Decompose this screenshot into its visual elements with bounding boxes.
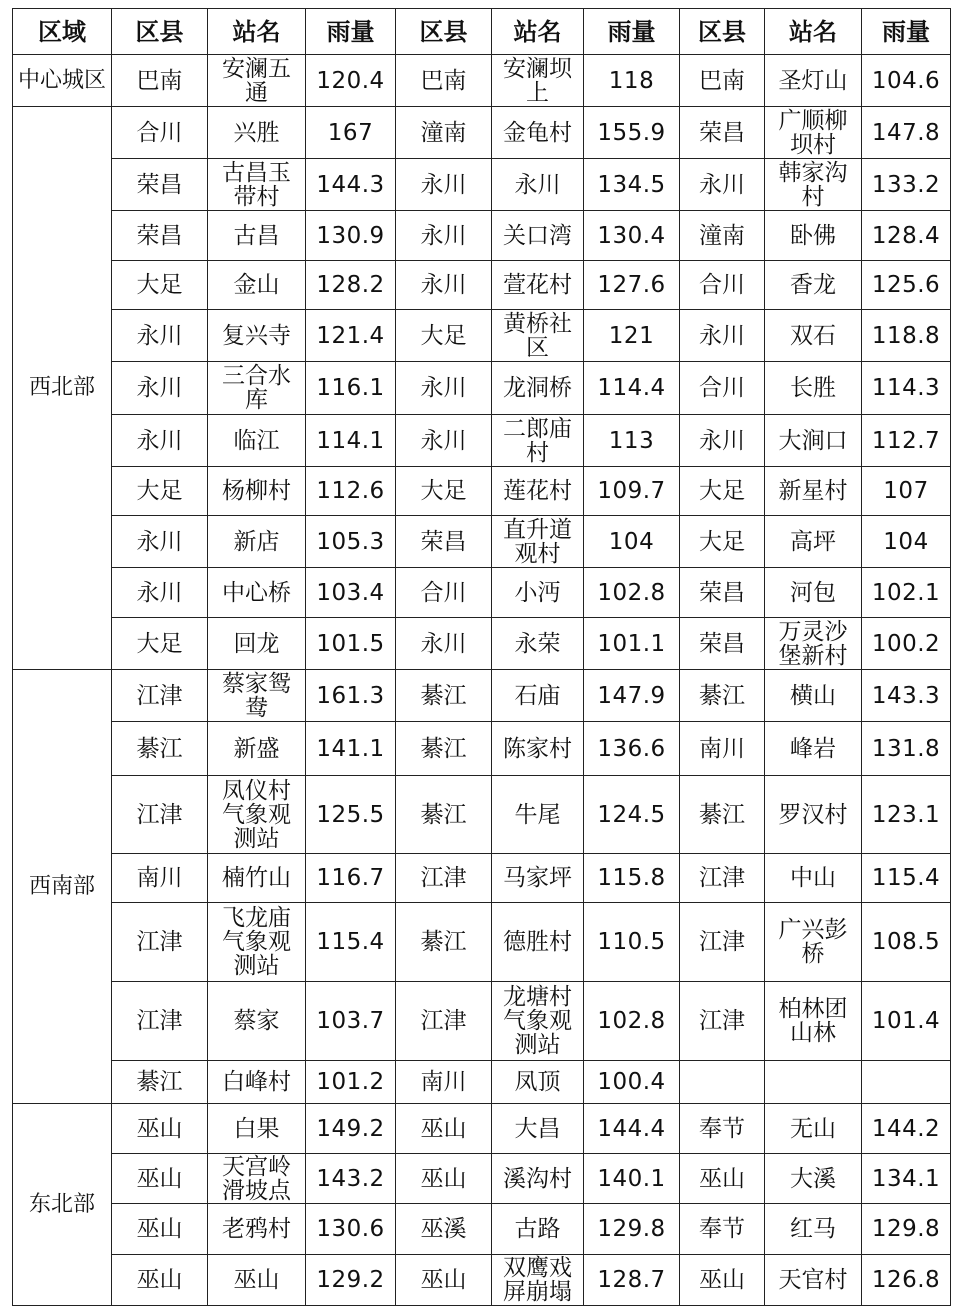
station-3-cell: 广兴彭桥 <box>765 903 862 982</box>
table-row <box>13 55 951 107</box>
county-2-cell: 巫山 <box>396 1255 492 1306</box>
station-3-cell: 万灵沙堡新村 <box>765 618 862 670</box>
rainfall-2-cell: 115.8 <box>584 854 680 903</box>
station-1-cell: 金山 <box>208 261 306 310</box>
county-1-cell: 大足 <box>112 618 208 670</box>
station-2-cell: 龙洞桥 <box>492 362 584 415</box>
station-1-cell: 杨柳村 <box>208 467 306 516</box>
station-2-cell: 永川 <box>492 159 584 211</box>
rainfall-2-cell: 124.5 <box>584 776 680 854</box>
county-3-cell: 大足 <box>680 467 765 516</box>
station-3-cell: 新星村 <box>765 467 862 516</box>
table-row <box>13 1204 951 1255</box>
county-1-cell: 巫山 <box>112 1204 208 1255</box>
station-2-cell: 牛尾 <box>492 776 584 854</box>
header-rainfall-2: 雨量 <box>584 9 680 55</box>
station-1-cell: 安澜五通 <box>208 55 306 107</box>
station-1-cell: 复兴寺 <box>208 310 306 362</box>
table-row <box>13 211 951 261</box>
region-cell: 西南部 <box>13 670 112 1104</box>
rainfall-3-cell: 118.8 <box>862 310 951 362</box>
rainfall-2-cell: 101.1 <box>584 618 680 670</box>
rainfall-3-cell: 123.1 <box>862 776 951 854</box>
county-2-cell: 永川 <box>396 362 492 415</box>
rainfall-3-cell: 129.8 <box>862 1204 951 1255</box>
table-row <box>13 854 951 903</box>
county-1-cell: 巫山 <box>112 1104 208 1154</box>
county-3-cell: 潼南 <box>680 211 765 261</box>
rainfall-1-cell: 103.4 <box>306 568 396 618</box>
rainfall-2-cell: 134.5 <box>584 159 680 211</box>
county-1-cell: 大足 <box>112 261 208 310</box>
rainfall-2-cell: 121 <box>584 310 680 362</box>
rainfall-2-cell: 140.1 <box>584 1154 680 1204</box>
header-county-1: 区县 <box>112 9 208 55</box>
station-3-cell: 中山 <box>765 854 862 903</box>
table-row <box>13 362 951 415</box>
header-county-2: 区县 <box>396 9 492 55</box>
rainfall-1-cell: 103.7 <box>306 982 396 1061</box>
county-2-cell: 永川 <box>396 159 492 211</box>
county-1-cell: 巫山 <box>112 1154 208 1204</box>
table-row <box>13 159 951 211</box>
station-3-cell: 卧佛 <box>765 211 862 261</box>
county-3-cell: 南川 <box>680 722 765 776</box>
rainfall-2-cell: 129.8 <box>584 1204 680 1255</box>
rainfall-2-cell: 113 <box>584 415 680 467</box>
rainfall-2-cell: 109.7 <box>584 467 680 516</box>
rainfall-3-cell: 147.8 <box>862 107 951 159</box>
county-3-cell <box>680 1061 765 1104</box>
rainfall-2-cell: 104 <box>584 516 680 568</box>
rainfall-2-cell: 102.8 <box>584 982 680 1061</box>
county-1-cell: 永川 <box>112 516 208 568</box>
rainfall-3-cell: 102.1 <box>862 568 951 618</box>
county-2-cell: 潼南 <box>396 107 492 159</box>
rainfall-3-cell: 112.7 <box>862 415 951 467</box>
station-3-cell: 无山 <box>765 1104 862 1154</box>
station-1-cell: 临江 <box>208 415 306 467</box>
station-1-cell: 白果 <box>208 1104 306 1154</box>
rainfall-1-cell: 161.3 <box>306 670 396 722</box>
rainfall-3-cell: 133.2 <box>862 159 951 211</box>
header-station-2: 站名 <box>492 9 584 55</box>
rainfall-1-cell: 121.4 <box>306 310 396 362</box>
county-2-cell: 巫山 <box>396 1104 492 1154</box>
station-1-cell: 新店 <box>208 516 306 568</box>
station-2-cell: 双鹰戏屏崩塌 <box>492 1255 584 1306</box>
station-2-cell: 古路 <box>492 1204 584 1255</box>
county-1-cell: 江津 <box>112 670 208 722</box>
county-3-cell: 大足 <box>680 516 765 568</box>
county-3-cell: 奉节 <box>680 1104 765 1154</box>
region-cell: 中心城区 <box>13 55 112 107</box>
table-row <box>13 1104 951 1154</box>
station-2-cell: 溪沟村 <box>492 1154 584 1204</box>
county-3-cell: 永川 <box>680 159 765 211</box>
station-3-cell: 大涧口 <box>765 415 862 467</box>
table-body <box>13 55 951 1306</box>
rainfall-3-cell: 134.1 <box>862 1154 951 1204</box>
station-1-cell: 巫山 <box>208 1255 306 1306</box>
county-1-cell: 永川 <box>112 362 208 415</box>
county-3-cell: 綦江 <box>680 670 765 722</box>
station-2-cell: 二郎庙村 <box>492 415 584 467</box>
header-rainfall-1: 雨量 <box>306 9 396 55</box>
station-2-cell: 永荣 <box>492 618 584 670</box>
county-2-cell: 荣昌 <box>396 516 492 568</box>
rainfall-2-cell: 118 <box>584 55 680 107</box>
table-row <box>13 467 951 516</box>
county-2-cell: 巴南 <box>396 55 492 107</box>
county-2-cell: 大足 <box>396 310 492 362</box>
rainfall-1-cell: 115.4 <box>306 903 396 982</box>
county-2-cell: 合川 <box>396 568 492 618</box>
rainfall-2-cell: 130.4 <box>584 211 680 261</box>
rainfall-1-cell: 130.6 <box>306 1204 396 1255</box>
station-1-cell: 中心桥 <box>208 568 306 618</box>
station-3-cell: 天官村 <box>765 1255 862 1306</box>
table-row <box>13 1154 951 1204</box>
station-2-cell: 小沔 <box>492 568 584 618</box>
station-2-cell: 萱花村 <box>492 261 584 310</box>
rainfall-2-cell: 110.5 <box>584 903 680 982</box>
county-1-cell: 合川 <box>112 107 208 159</box>
county-3-cell: 奉节 <box>680 1204 765 1255</box>
station-1-cell: 古昌 <box>208 211 306 261</box>
rainfall-3-cell: 144.2 <box>862 1104 951 1154</box>
county-2-cell: 永川 <box>396 415 492 467</box>
rainfall-2-cell: 136.6 <box>584 722 680 776</box>
station-2-cell: 黄桥社区 <box>492 310 584 362</box>
header-row <box>13 9 951 55</box>
county-1-cell: 江津 <box>112 776 208 854</box>
station-2-cell: 关口湾 <box>492 211 584 261</box>
station-1-cell: 新盛 <box>208 722 306 776</box>
county-3-cell: 合川 <box>680 362 765 415</box>
county-1-cell: 江津 <box>112 903 208 982</box>
rainfall-1-cell: 143.2 <box>306 1154 396 1204</box>
county-2-cell: 大足 <box>396 467 492 516</box>
county-3-cell: 荣昌 <box>680 107 765 159</box>
station-3-cell: 高坪 <box>765 516 862 568</box>
station-2-cell: 石庙 <box>492 670 584 722</box>
station-1-cell: 蔡家鸳鸯 <box>208 670 306 722</box>
station-1-cell: 飞龙庙气象观测站 <box>208 903 306 982</box>
station-1-cell: 蔡家 <box>208 982 306 1061</box>
rainfall-1-cell: 144.3 <box>306 159 396 211</box>
county-3-cell: 合川 <box>680 261 765 310</box>
station-2-cell: 金龟村 <box>492 107 584 159</box>
county-2-cell: 永川 <box>396 261 492 310</box>
county-1-cell: 巫山 <box>112 1255 208 1306</box>
rainfall-3-cell: 128.4 <box>862 211 951 261</box>
county-3-cell: 巴南 <box>680 55 765 107</box>
table-row <box>13 776 951 854</box>
county-1-cell: 永川 <box>112 310 208 362</box>
county-2-cell: 綦江 <box>396 670 492 722</box>
county-2-cell: 南川 <box>396 1061 492 1104</box>
station-2-cell: 德胜村 <box>492 903 584 982</box>
station-2-cell: 大昌 <box>492 1104 584 1154</box>
rainfall-3-cell: 126.8 <box>862 1255 951 1306</box>
table-row <box>13 261 951 310</box>
rainfall-3-cell: 114.3 <box>862 362 951 415</box>
county-1-cell: 綦江 <box>112 1061 208 1104</box>
county-1-cell: 永川 <box>112 415 208 467</box>
station-1-cell: 白峰村 <box>208 1061 306 1104</box>
county-3-cell: 巫山 <box>680 1154 765 1204</box>
rainfall-1-cell: 101.2 <box>306 1061 396 1104</box>
station-1-cell: 回龙 <box>208 618 306 670</box>
county-2-cell: 巫山 <box>396 1154 492 1204</box>
rainfall-1-cell: 120.4 <box>306 55 396 107</box>
station-3-cell: 双石 <box>765 310 862 362</box>
rainfall-1-cell: 101.5 <box>306 618 396 670</box>
rainfall-1-cell: 125.5 <box>306 776 396 854</box>
header-rainfall-3: 雨量 <box>862 9 951 55</box>
station-3-cell: 香龙 <box>765 261 862 310</box>
station-2-cell: 龙塘村气象观测站 <box>492 982 584 1061</box>
station-3-cell: 圣灯山 <box>765 55 862 107</box>
station-3-cell: 柏林团山林 <box>765 982 862 1061</box>
rainfall-3-cell: 125.6 <box>862 261 951 310</box>
station-3-cell: 峰岩 <box>765 722 862 776</box>
county-3-cell: 江津 <box>680 903 765 982</box>
station-1-cell: 天宫岭滑坡点 <box>208 1154 306 1204</box>
county-3-cell: 荣昌 <box>680 568 765 618</box>
county-1-cell: 永川 <box>112 568 208 618</box>
table-row <box>13 982 951 1061</box>
rainfall-3-cell: 143.3 <box>862 670 951 722</box>
rainfall-3-cell: 115.4 <box>862 854 951 903</box>
rainfall-1-cell: 105.3 <box>306 516 396 568</box>
county-1-cell: 綦江 <box>112 722 208 776</box>
station-3-cell: 韩家沟村 <box>765 159 862 211</box>
rainfall-3-cell: 101.4 <box>862 982 951 1061</box>
rainfall-1-cell: 116.7 <box>306 854 396 903</box>
station-2-cell: 陈家村 <box>492 722 584 776</box>
table-row <box>13 310 951 362</box>
county-3-cell: 江津 <box>680 982 765 1061</box>
rainfall-1-cell: 129.2 <box>306 1255 396 1306</box>
county-2-cell: 江津 <box>396 854 492 903</box>
table-row <box>13 1061 951 1104</box>
county-2-cell: 巫溪 <box>396 1204 492 1255</box>
table-row <box>13 722 951 776</box>
table-row <box>13 516 951 568</box>
station-3-cell: 长胜 <box>765 362 862 415</box>
region-cell: 西北部 <box>13 107 112 670</box>
station-3-cell: 横山 <box>765 670 862 722</box>
station-3-cell <box>765 1061 862 1104</box>
rainfall-1-cell: 167 <box>306 107 396 159</box>
rainfall-1-cell: 141.1 <box>306 722 396 776</box>
station-2-cell: 安澜坝上 <box>492 55 584 107</box>
county-2-cell: 綦江 <box>396 776 492 854</box>
rainfall-1-cell: 114.1 <box>306 415 396 467</box>
rainfall-2-cell: 144.4 <box>584 1104 680 1154</box>
rainfall-1-cell: 128.2 <box>306 261 396 310</box>
rainfall-3-cell <box>862 1061 951 1104</box>
station-3-cell: 罗汉村 <box>765 776 862 854</box>
station-2-cell: 直升道观村 <box>492 516 584 568</box>
station-1-cell: 老鸦村 <box>208 1204 306 1255</box>
rainfall-2-cell: 127.6 <box>584 261 680 310</box>
header-county-3: 区县 <box>680 9 765 55</box>
station-2-cell: 马家坪 <box>492 854 584 903</box>
rainfall-3-cell: 107 <box>862 467 951 516</box>
table-row <box>13 415 951 467</box>
station-1-cell: 凤仪村气象观测站 <box>208 776 306 854</box>
table-row <box>13 670 951 722</box>
county-3-cell: 綦江 <box>680 776 765 854</box>
rainfall-3-cell: 131.8 <box>862 722 951 776</box>
county-3-cell: 永川 <box>680 415 765 467</box>
station-3-cell: 河包 <box>765 568 862 618</box>
header-station-1: 站名 <box>208 9 306 55</box>
county-3-cell: 永川 <box>680 310 765 362</box>
station-3-cell: 广顺柳坝村 <box>765 107 862 159</box>
county-2-cell: 永川 <box>396 618 492 670</box>
station-2-cell: 凤顶 <box>492 1061 584 1104</box>
table-row <box>13 568 951 618</box>
header-region: 区域 <box>13 9 112 55</box>
county-1-cell: 荣昌 <box>112 211 208 261</box>
region-cell: 东北部 <box>13 1104 112 1306</box>
table-row <box>13 618 951 670</box>
station-1-cell: 三合水库 <box>208 362 306 415</box>
county-3-cell: 江津 <box>680 854 765 903</box>
county-3-cell: 荣昌 <box>680 618 765 670</box>
station-1-cell: 古昌玉带村 <box>208 159 306 211</box>
header-station-3: 站名 <box>765 9 862 55</box>
rainfall-2-cell: 114.4 <box>584 362 680 415</box>
rainfall-2-cell: 128.7 <box>584 1255 680 1306</box>
county-2-cell: 永川 <box>396 211 492 261</box>
county-1-cell: 大足 <box>112 467 208 516</box>
rainfall-1-cell: 130.9 <box>306 211 396 261</box>
rainfall-2-cell: 102.8 <box>584 568 680 618</box>
station-1-cell: 兴胜 <box>208 107 306 159</box>
rainfall-2-cell: 147.9 <box>584 670 680 722</box>
county-2-cell: 綦江 <box>396 903 492 982</box>
county-1-cell: 江津 <box>112 982 208 1061</box>
county-3-cell: 巫山 <box>680 1255 765 1306</box>
county-1-cell: 南川 <box>112 854 208 903</box>
county-2-cell: 江津 <box>396 982 492 1061</box>
rainfall-3-cell: 104 <box>862 516 951 568</box>
station-3-cell: 大溪 <box>765 1154 862 1204</box>
station-2-cell: 莲花村 <box>492 467 584 516</box>
county-2-cell: 綦江 <box>396 722 492 776</box>
rainfall-3-cell: 104.6 <box>862 55 951 107</box>
rainfall-3-cell: 108.5 <box>862 903 951 982</box>
rainfall-table <box>12 8 951 1306</box>
rainfall-1-cell: 149.2 <box>306 1104 396 1154</box>
station-3-cell: 红马 <box>765 1204 862 1255</box>
rainfall-3-cell: 100.2 <box>862 618 951 670</box>
table-row <box>13 107 951 159</box>
rainfall-1-cell: 116.1 <box>306 362 396 415</box>
county-1-cell: 荣昌 <box>112 159 208 211</box>
table-row <box>13 903 951 982</box>
county-1-cell: 巴南 <box>112 55 208 107</box>
table-row <box>13 1255 951 1306</box>
rainfall-1-cell: 112.6 <box>306 467 396 516</box>
station-1-cell: 楠竹山 <box>208 854 306 903</box>
rainfall-2-cell: 155.9 <box>584 107 680 159</box>
rainfall-2-cell: 100.4 <box>584 1061 680 1104</box>
